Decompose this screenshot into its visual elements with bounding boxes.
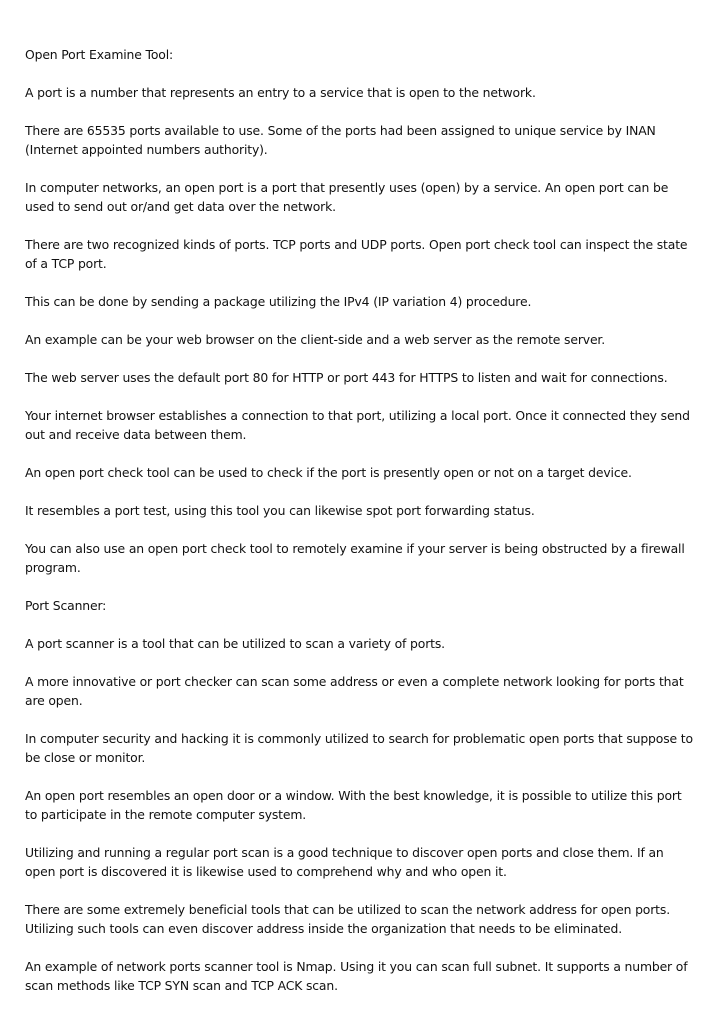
paragraph: Your internet browser establishes a connection to that port, utilizing a local port. Once it connected they send out and receive data between them.: [25, 408, 690, 442]
paragraph: An example of network ports scanner tool is Nmap. Using it you can scan full subnet. It supports a number of scan methods like TCP SYN scan and TCP ACK scan.: [25, 959, 688, 993]
paragraph: There are two recognized kinds of ports. TCP ports and UDP ports. Open port check tool can inspect the state of a TCP port.: [25, 237, 688, 271]
section-heading-port-scanner: Port Scanner:: [25, 598, 107, 613]
paragraph: It resembles a port test, using this tool you can likewise spot port forwarding status.: [25, 503, 535, 518]
paragraph: There are 65535 ports available to use. Some of the ports had been assigned to unique service by INAN (Internet appointed numbers authority).: [25, 123, 656, 157]
paragraph: The web server uses the default port 80 for HTTP or port 443 for HTTPS to listen and wait for connections.: [25, 370, 668, 385]
paragraph: Utilizing and running a regular port scan is a good technique to discover open ports and close them. If an open port is discovered it is likewise used to comprehend why and who open it.: [25, 845, 664, 879]
paragraph: An example can be your web browser on the client-side and a web server as the remote server.: [25, 332, 606, 347]
paragraph: A more innovative or port checker can scan some address or even a complete network looking for ports that are open.: [25, 674, 684, 708]
paragraph: In computer networks, an open port is a port that presently uses (open) by a service. An open port can be used to send out or/and get data over the network.: [25, 180, 669, 214]
paragraph: An open port check tool can be used to check if the port is presently open or not on a target device.: [25, 465, 632, 480]
paragraph: This can be done by sending a package utilizing the IPv4 (IP variation 4) procedure.: [25, 294, 532, 309]
document-page: [25, 45, 697, 1014]
section-heading-open-port-examine-tool: Open Port Examine Tool:: [25, 47, 174, 62]
paragraph: A port is a number that represents an entry to a service that is open to the network.: [25, 85, 536, 100]
paragraph: There are some extremely beneficial tools that can be utilized to scan the network address for open ports. Utilizing such tools can even discover address inside the organization that needs to be eliminated.: [25, 902, 670, 936]
paragraph: A port scanner is a tool that can be utilized to scan a variety of ports.: [25, 636, 445, 651]
paragraph: In computer security and hacking it is commonly utilized to search for problematic open ports that suppose to be close or monitor.: [25, 731, 693, 765]
paragraph: An open port resembles an open door or a window. With the best knowledge, it is possible to utilize this port to participate in the remote computer system.: [25, 788, 682, 822]
paragraph: You can also use an open port check tool to remotely examine if your server is being obstructed by a firewall program.: [25, 541, 685, 575]
